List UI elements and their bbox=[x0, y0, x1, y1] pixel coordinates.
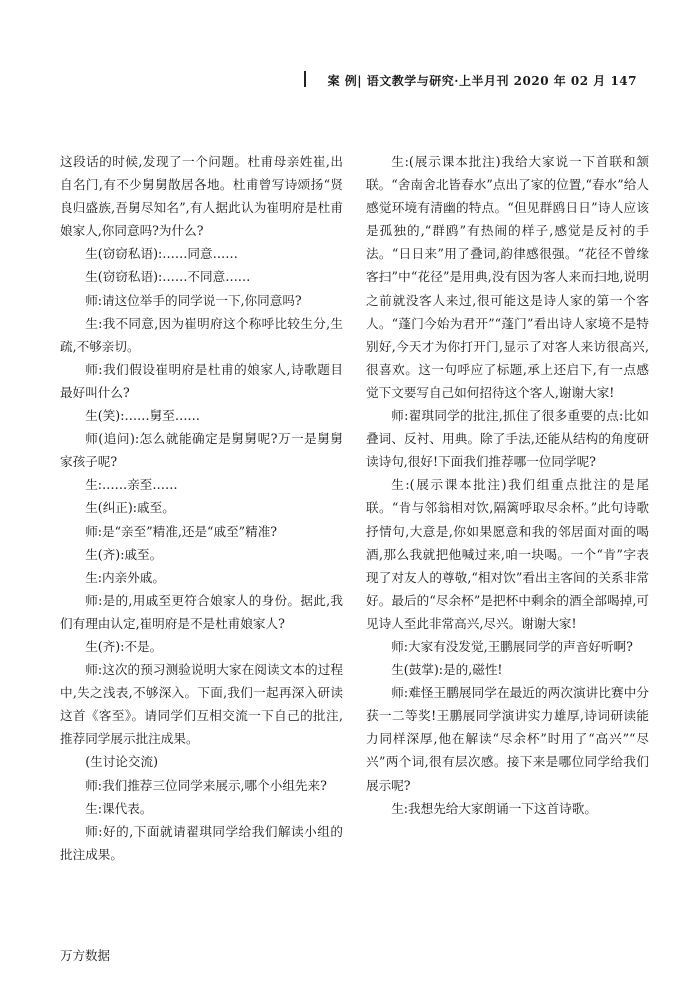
header-bar-divider bbox=[304, 71, 306, 87]
paragraph: 生(窃窃私语):……同意…… bbox=[85, 246, 238, 262]
footer-watermark: 万方数据 bbox=[60, 948, 111, 963]
paragraph: 生(齐):戚至。 bbox=[85, 546, 163, 562]
paragraph: 师:这次的预习测验说明大家在阅读文本的过程中,失之浅表,不够深入。下面,我们一起再深入研读这首《客至》。请同学们互相交流一下自己的批注,推荐同学展示批注成果。 bbox=[60, 662, 343, 747]
paragraph: 师:我们假设崔明府是杜甫的娘家人,诗歌题目最好叫什么? bbox=[60, 361, 343, 400]
paragraph: 师:我们推荐三位同学来展示,哪个小组先来? bbox=[85, 777, 327, 793]
paragraph: 生:内亲外戚。 bbox=[85, 569, 165, 585]
paragraph: (生讨论交流) bbox=[85, 754, 158, 770]
paragraph: 生:……亲至…… bbox=[85, 477, 178, 493]
paragraph: 生:我想先给大家朗诵一下这首诗歌。 bbox=[391, 800, 597, 816]
left-column bbox=[60, 150, 343, 866]
paragraph: 生:(展示课本批注)我给大家说一下首联和颔联。“舍南舍北皆春水”点出了家的位置,“春水”给人感觉环境有清幽的特点。“但见群鸥日日”诗人应该是孤独的,“群鸥”有热闹的样子,感觉是反衬的手法。“日日来”用了叠词,韵律感很强。“花径不曾缘客扫”中“花径”是用典,没有因为客人来而扫地,说明之前就没客人来过,很可能这是诗人家的第一个客人。“蓬门今始为君开”“蓬门”看出诗人家境不是特别好,今天才为你打开门,显示了对客人来访很高兴,很喜欢。这一句呼应了标题,承上还启下,有一点感觉下文要写自己如何招待这个客人,谢谢大家! bbox=[366, 154, 649, 400]
paragraph: 生(纠正):戚至。 bbox=[85, 500, 175, 516]
paragraph: 生(齐):不是。 bbox=[85, 638, 163, 654]
header-running-text: 案 例| 语文教学与研究·上半月刊 2020 年 02 月 147 bbox=[327, 74, 637, 88]
paragraph: 师:翟琪同学的批注,抓住了很多重要的点:比如叠词、反衬、用典。除了手法,还能从结构的角度研读诗句,很好!下面我们推荐哪一位同学呢? bbox=[366, 408, 649, 470]
paragraph: 生(窃窃私语):……不同意…… bbox=[85, 269, 251, 285]
right-column bbox=[366, 150, 649, 820]
paragraph: 生:(展示课本批注)我们组重点批注的是尾联。“肯与邻翁相对饮,隔篱呼取尽余杯。”此句诗歌抒情句,大意是,你如果愿意和我的邻居面对面的喝酒,那么我就把他喊过来,咱一块喝。一个“肯”字表现了对友人的尊敬,“相对饮”看出主客间的关系非常好。最后的“尽余杯”是把杯中剩余的酒全部喝掉,可见诗人至此非常高兴,尽兴。谢谢大家! bbox=[366, 477, 649, 631]
paragraph: 生:课代表。 bbox=[85, 800, 153, 816]
paragraph: 师:是的,用戚至更符合娘家人的身份。据此,我们有理由认定,崔明府是不是杜甫娘家人? bbox=[60, 592, 343, 631]
paragraph: 生(笑):……舅至…… bbox=[85, 408, 201, 424]
paragraph: 这段话的时候,发现了一个问题。杜甫母亲姓崔,出自名门,有不少舅舅散居各地。杜甫曾写诗颂扬“贤良归盛族,吾舅尽知名”,有人据此认为崔明府是杜甫娘家人,你同意吗?为什么? bbox=[60, 154, 343, 239]
paragraph: 师(追问):怎么就能确定是舅舅呢?万一是舅舅家孩子呢? bbox=[60, 431, 343, 470]
paragraph: 师:难怪王鹏展同学在最近的两次演讲比赛中分获一二等奖!王鹏展同学演讲实力雄厚,诗词研读能力同样深厚,他在解读“尽余杯”时用了“高兴”“尽兴”两个词,很有层次感。接下来是哪位同学给我们展示呢? bbox=[366, 685, 649, 793]
running-header bbox=[0, 72, 699, 92]
paragraph: 生:我不同意,因为崔明府这个称呼比较生分,生疏,不够亲切。 bbox=[60, 315, 343, 354]
paragraph: 师:好的,下面就请翟琪同学给我们解读小组的批注成果。 bbox=[60, 823, 343, 862]
paragraph: 师:是“亲至”精准,还是“戚至”精准? bbox=[85, 523, 278, 539]
paragraph: 师:请这位举手的同学说一下,你同意吗? bbox=[85, 292, 302, 308]
paragraph: 师:大家有没发觉,王鹏展同学的声音好听啊? bbox=[391, 638, 633, 654]
paragraph: 生(鼓掌):是的,磁性! bbox=[391, 662, 503, 678]
